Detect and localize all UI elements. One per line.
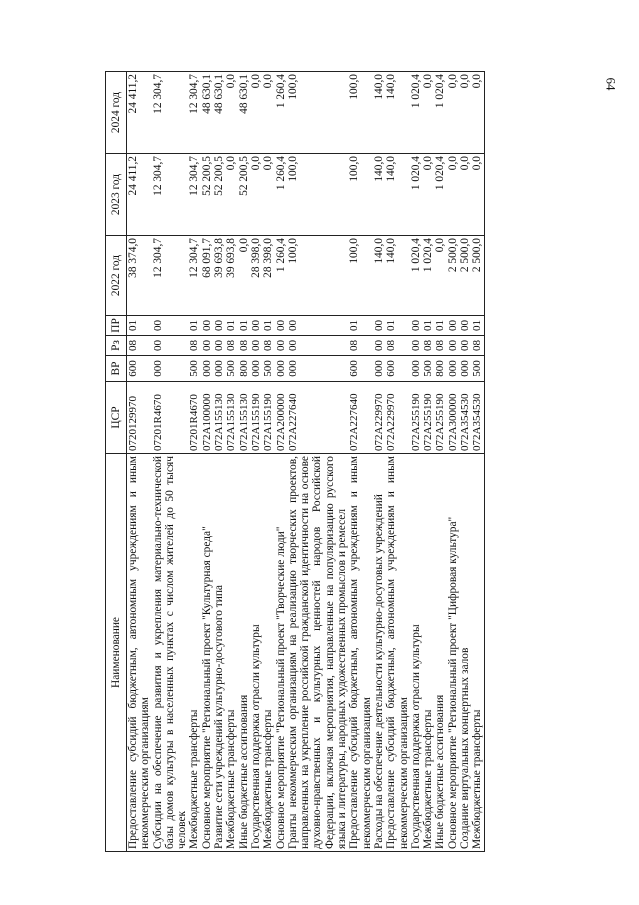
cell-2024: 100,0 bbox=[287, 72, 348, 154]
col-header-2022: 2022 год bbox=[106, 236, 127, 316]
col-header-csr: ЦСР bbox=[106, 382, 127, 454]
cell-csr: 072A155130 bbox=[238, 382, 250, 454]
cell-rz: 00 bbox=[201, 336, 213, 356]
cell-name: Предоставление субсидий бюджетным, автономным учреждениям и иным некоммерческим организациям bbox=[127, 454, 152, 852]
cell-name: Гранты некоммерческим организациям на реализацию творческих проектов, направленных на укрепление российской гражданской идентичности на основе духовно-нравственных и культурных ценностей народов Российской Федерации, включая мероприятия, направленные на популяризацию русского языка и литературы, народных художественных промыслов и ремесел bbox=[287, 454, 348, 852]
cell-2022: 28 398,0 bbox=[262, 236, 274, 316]
cell-pr: 00 bbox=[213, 316, 225, 336]
cell-name: Межбюджетные трансферты bbox=[225, 454, 237, 852]
cell-2023: 0,0 bbox=[262, 154, 274, 236]
cell-vr: 000 bbox=[152, 356, 189, 382]
cell-2023: 52 200,5 bbox=[213, 154, 225, 236]
cell-2022: 12 304,7 bbox=[188, 236, 200, 316]
cell-vr: 600 bbox=[348, 356, 373, 382]
cell-vr: 600 bbox=[127, 356, 152, 382]
cell-csr: 0720129970 bbox=[127, 382, 152, 454]
table-row bbox=[225, 72, 237, 852]
cell-2022: 100,0 bbox=[348, 236, 373, 316]
cell-pr: 01 bbox=[434, 316, 446, 336]
cell-rz: 08 bbox=[385, 336, 410, 356]
cell-vr: 000 bbox=[287, 356, 348, 382]
table-row bbox=[262, 72, 274, 852]
cell-pr: 00 bbox=[373, 316, 385, 336]
table-row bbox=[434, 72, 446, 852]
cell-pr: 00 bbox=[152, 316, 189, 336]
cell-rz: 00 bbox=[250, 336, 262, 356]
cell-2023: 0,0 bbox=[459, 154, 471, 236]
cell-pr: 00 bbox=[250, 316, 262, 336]
col-header-rz: Рз bbox=[106, 336, 127, 356]
cell-2022: 12 304,7 bbox=[152, 236, 189, 316]
table-row bbox=[201, 72, 213, 852]
cell-2024: 0,0 bbox=[250, 72, 262, 154]
cell-rz: 00 bbox=[275, 336, 287, 356]
cell-name: Предоставление субсидий бюджетным, автономным учреждениям и иным некоммерческим организациям bbox=[385, 454, 410, 852]
cell-name: Межбюджетные трансферты bbox=[422, 454, 434, 852]
cell-2024: 48 630,1 bbox=[201, 72, 213, 154]
cell-pr: 01 bbox=[238, 316, 250, 336]
table-body bbox=[127, 72, 485, 852]
cell-2023: 140,0 bbox=[385, 154, 410, 236]
cell-2023: 1 020,4 bbox=[410, 154, 422, 236]
table-row bbox=[152, 72, 189, 852]
cell-rz: 08 bbox=[348, 336, 373, 356]
table-row bbox=[348, 72, 373, 852]
cell-name: Межбюджетные трансферты bbox=[471, 454, 484, 852]
cell-2023: 0,0 bbox=[447, 154, 459, 236]
cell-2023: 52 200,5 bbox=[238, 154, 250, 236]
cell-rz: 00 bbox=[373, 336, 385, 356]
table-row bbox=[410, 72, 422, 852]
cell-2024: 0,0 bbox=[471, 72, 484, 154]
cell-name: Межбюджетные трансферты bbox=[188, 454, 200, 852]
cell-csr: 072A354530 bbox=[459, 382, 471, 454]
cell-csr: 072A255190 bbox=[410, 382, 422, 454]
cell-2024: 1 020,4 bbox=[410, 72, 422, 154]
cell-2024: 140,0 bbox=[385, 72, 410, 154]
cell-2022: 2 500,0 bbox=[459, 236, 471, 316]
table-row bbox=[127, 72, 152, 852]
cell-2022: 39 693,8 bbox=[213, 236, 225, 316]
cell-vr: 000 bbox=[250, 356, 262, 382]
cell-2023: 0,0 bbox=[471, 154, 484, 236]
table-row bbox=[250, 72, 262, 852]
cell-2024: 1 020,4 bbox=[434, 72, 446, 154]
cell-name: Основное мероприятие "Региональный проект "Творческие люди" bbox=[275, 454, 287, 852]
cell-2023: 1 020,4 bbox=[434, 154, 446, 236]
cell-pr: 00 bbox=[410, 316, 422, 336]
table-row bbox=[275, 72, 287, 852]
cell-2022: 28 398,0 bbox=[250, 236, 262, 316]
table-row bbox=[459, 72, 471, 852]
cell-name: Создание виртуальных концертных залов bbox=[459, 454, 471, 852]
cell-rz: 08 bbox=[238, 336, 250, 356]
cell-csr: 072A229970 bbox=[373, 382, 385, 454]
cell-pr: 00 bbox=[447, 316, 459, 336]
table-header-row bbox=[106, 72, 127, 852]
cell-csr: 072A229970 bbox=[385, 382, 410, 454]
cell-csr: 07201R4670 bbox=[188, 382, 200, 454]
cell-pr: 00 bbox=[275, 316, 287, 336]
cell-2024: 0,0 bbox=[422, 72, 434, 154]
cell-2022: 1 020,4 bbox=[422, 236, 434, 316]
cell-name: Основное мероприятие "Региональный проект "Цифровая культура" bbox=[447, 454, 459, 852]
cell-vr: 500 bbox=[471, 356, 484, 382]
cell-csr: 07201R4670 bbox=[152, 382, 189, 454]
cell-2023: 12 304,7 bbox=[152, 154, 189, 236]
cell-2023: 140,0 bbox=[373, 154, 385, 236]
cell-2024: 140,0 bbox=[373, 72, 385, 154]
cell-pr: 01 bbox=[348, 316, 373, 336]
cell-vr: 000 bbox=[201, 356, 213, 382]
cell-rz: 08 bbox=[434, 336, 446, 356]
cell-2024: 0,0 bbox=[447, 72, 459, 154]
cell-name: Государственная поддержка отрасли культуры bbox=[250, 454, 262, 852]
cell-vr: 000 bbox=[447, 356, 459, 382]
cell-2023: 52 200,5 bbox=[201, 154, 213, 236]
cell-2024: 12 304,7 bbox=[188, 72, 200, 154]
cell-rz: 08 bbox=[225, 336, 237, 356]
cell-vr: 600 bbox=[385, 356, 410, 382]
cell-2023: 0,0 bbox=[422, 154, 434, 236]
page-number: 64 bbox=[603, 77, 619, 91]
cell-pr: 01 bbox=[471, 316, 484, 336]
cell-2024: 24 411,2 bbox=[127, 72, 152, 154]
cell-name: Иные бюджетные ассигнования bbox=[434, 454, 446, 852]
cell-2023: 100,0 bbox=[287, 154, 348, 236]
table-row bbox=[373, 72, 385, 852]
cell-vr: 500 bbox=[422, 356, 434, 382]
cell-2022: 39 693,8 bbox=[225, 236, 237, 316]
cell-2023: 24 411,2 bbox=[127, 154, 152, 236]
cell-rz: 08 bbox=[188, 336, 200, 356]
cell-pr: 01 bbox=[127, 316, 152, 336]
cell-2023: 1 260,4 bbox=[275, 154, 287, 236]
cell-name: Государственная поддержка отрасли культуры bbox=[410, 454, 422, 852]
cell-pr: 01 bbox=[385, 316, 410, 336]
cell-2023: 100,0 bbox=[348, 154, 373, 236]
cell-2022: 38 374,0 bbox=[127, 236, 152, 316]
cell-2022: 0,0 bbox=[238, 236, 250, 316]
cell-2022: 100,0 bbox=[287, 236, 348, 316]
cell-vr: 000 bbox=[213, 356, 225, 382]
cell-csr: 072A255190 bbox=[434, 382, 446, 454]
cell-name: Межбюджетные трансферты bbox=[262, 454, 274, 852]
cell-name: Иные бюджетные ассигнования bbox=[238, 454, 250, 852]
cell-2022: 140,0 bbox=[385, 236, 410, 316]
cell-2022: 2 500,0 bbox=[447, 236, 459, 316]
cell-rz: 08 bbox=[422, 336, 434, 356]
cell-vr: 500 bbox=[262, 356, 274, 382]
cell-2022: 2 500,0 bbox=[471, 236, 484, 316]
table-row bbox=[385, 72, 410, 852]
cell-2022: 1 260,4 bbox=[275, 236, 287, 316]
cell-csr: 072A255190 bbox=[422, 382, 434, 454]
cell-2023: 0,0 bbox=[250, 154, 262, 236]
col-header-pr: ПР bbox=[106, 316, 127, 336]
cell-name: Расходы на обеспечение деятельности культурно-досуговых учреждений bbox=[373, 454, 385, 852]
cell-vr: 500 bbox=[188, 356, 200, 382]
cell-csr: 072A155130 bbox=[225, 382, 237, 454]
cell-pr: 01 bbox=[225, 316, 237, 336]
cell-rz: 00 bbox=[410, 336, 422, 356]
cell-rz: 00 bbox=[152, 336, 189, 356]
cell-name: Субсидии на обеспечение развития и укрепления материально-технической базы домов культуры в населенных пунктах с числом жителей до 50 тысяч человек bbox=[152, 454, 189, 852]
table-row bbox=[287, 72, 348, 852]
cell-csr: 072A155190 bbox=[250, 382, 262, 454]
cell-name: Развитие сети учреждений культурно-досугового типа bbox=[213, 454, 225, 852]
table-row bbox=[447, 72, 459, 852]
cell-pr: 00 bbox=[287, 316, 348, 336]
cell-vr: 000 bbox=[410, 356, 422, 382]
cell-csr: 072A300000 bbox=[447, 382, 459, 454]
budget-table bbox=[105, 71, 485, 852]
cell-name: Основное мероприятие "Региональный проект "Культурная среда" bbox=[201, 454, 213, 852]
cell-2024: 12 304,7 bbox=[152, 72, 189, 154]
cell-pr: 01 bbox=[422, 316, 434, 336]
cell-2022: 140,0 bbox=[373, 236, 385, 316]
cell-rz: 00 bbox=[459, 336, 471, 356]
cell-rz: 00 bbox=[213, 336, 225, 356]
cell-2022: 0,0 bbox=[434, 236, 446, 316]
cell-vr: 500 bbox=[225, 356, 237, 382]
cell-pr: 01 bbox=[262, 316, 274, 336]
cell-name: Предоставление субсидий бюджетным, автономным учреждениям и иным некоммерческим организациям bbox=[348, 454, 373, 852]
cell-vr: 800 bbox=[434, 356, 446, 382]
cell-vr: 800 bbox=[238, 356, 250, 382]
table-row bbox=[471, 72, 484, 852]
table-row bbox=[188, 72, 200, 852]
cell-2023: 12 304,7 bbox=[188, 154, 200, 236]
col-header-name: Наименование bbox=[106, 454, 127, 852]
cell-rz: 00 bbox=[447, 336, 459, 356]
cell-csr: 072A155130 bbox=[213, 382, 225, 454]
cell-csr: 072A227640 bbox=[348, 382, 373, 454]
cell-pr: 00 bbox=[459, 316, 471, 336]
cell-2023: 0,0 bbox=[225, 154, 237, 236]
cell-csr: 072A200000 bbox=[275, 382, 287, 454]
cell-csr: 072A354530 bbox=[471, 382, 484, 454]
cell-2022: 1 020,4 bbox=[410, 236, 422, 316]
cell-csr: 072A227640 bbox=[287, 382, 348, 454]
cell-2024: 48 630,1 bbox=[238, 72, 250, 154]
cell-2024: 0,0 bbox=[459, 72, 471, 154]
cell-2022: 68 091,7 bbox=[201, 236, 213, 316]
cell-rz: 08 bbox=[471, 336, 484, 356]
cell-rz: 08 bbox=[127, 336, 152, 356]
cell-csr: 072A100000 bbox=[201, 382, 213, 454]
table-row bbox=[213, 72, 225, 852]
cell-2024: 0,0 bbox=[262, 72, 274, 154]
cell-2024: 48 630,1 bbox=[213, 72, 225, 154]
col-header-vr: ВР bbox=[106, 356, 127, 382]
table-row bbox=[238, 72, 250, 852]
cell-vr: 000 bbox=[459, 356, 471, 382]
col-header-2024: 2024 год bbox=[106, 72, 127, 154]
cell-2024: 100,0 bbox=[348, 72, 373, 154]
cell-pr: 01 bbox=[188, 316, 200, 336]
cell-vr: 000 bbox=[373, 356, 385, 382]
cell-2024: 0,0 bbox=[225, 72, 237, 154]
cell-rz: 00 bbox=[287, 336, 348, 356]
cell-csr: 072A155190 bbox=[262, 382, 274, 454]
table-row bbox=[422, 72, 434, 852]
cell-2024: 1 260,4 bbox=[275, 72, 287, 154]
cell-pr: 00 bbox=[201, 316, 213, 336]
cell-rz: 08 bbox=[262, 336, 274, 356]
budget-table-rotated bbox=[105, 72, 608, 852]
col-header-2023: 2023 год bbox=[106, 154, 127, 236]
cell-vr: 000 bbox=[275, 356, 287, 382]
